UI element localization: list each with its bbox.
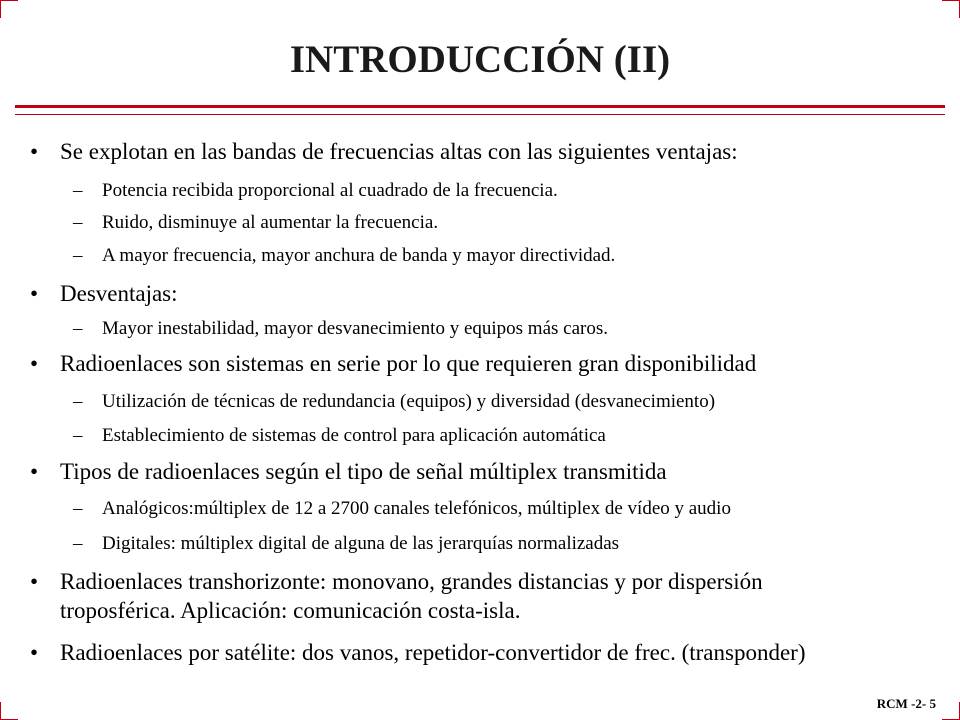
sub-bullet-text: A mayor frecuencia, mayor anchura de banda y mayor directividad. bbox=[102, 245, 616, 266]
bullet-symbol: • bbox=[30, 459, 39, 484]
bullet-text-line2: troposférica. Aplicación: comunicación costa-isla. bbox=[60, 598, 521, 623]
bullet-text: Radioenlaces son sistemas en serie por lo que requieren gran disponibilidad bbox=[60, 351, 757, 376]
bullet-symbol: • bbox=[30, 569, 39, 594]
bullet-text: Radioenlaces transhorizonte: monovano, grandes distancias y por dispersión bbox=[60, 569, 763, 594]
sub-bullet-text: Digitales: múltiplex digital de alguna de las jerarquías normalizadas bbox=[102, 533, 620, 554]
bullet-text: Desventajas: bbox=[60, 281, 178, 306]
dash-symbol: – bbox=[73, 425, 83, 446]
sub-bullet-text: Mayor inestabilidad, mayor desvanecimiento y equipos más caros. bbox=[102, 318, 609, 339]
dash-symbol: – bbox=[73, 212, 83, 233]
frame-corner-tr-h bbox=[942, 0, 960, 1]
slide-title: INTRODUCCIÓN (II) bbox=[289, 38, 671, 81]
dash-symbol: – bbox=[73, 498, 83, 519]
title-rule-thin bbox=[15, 114, 945, 115]
bullet-symbol: • bbox=[30, 640, 39, 665]
sub-bullet-text: Ruido, disminuye al aumentar la frecuencia. bbox=[102, 212, 439, 233]
sub-bullet-text: Utilización de técnicas de redundancia (equipos) y diversidad (desvanecimiento) bbox=[102, 391, 716, 412]
frame-corner-tl-v bbox=[0, 0, 1, 18]
dash-symbol: – bbox=[73, 180, 83, 201]
sub-bullet-text: Establecimiento de sistemas de control para aplicación automática bbox=[102, 425, 606, 446]
dash-symbol: – bbox=[73, 391, 83, 412]
bullet-text: Se explotan en las bandas de frecuencias altas con las siguientes ventajas: bbox=[60, 139, 738, 164]
dash-symbol: – bbox=[73, 318, 83, 339]
title-rule-thick bbox=[15, 105, 945, 108]
sub-bullet-text: Analógicos:múltiplex de 12 a 2700 canales telefónicos, múltiplex de vídeo y audio bbox=[102, 498, 731, 519]
slide-footer: RCM -2- 5 bbox=[876, 696, 936, 711]
frame-corner-tl-h bbox=[0, 0, 18, 1]
dash-symbol: – bbox=[73, 245, 83, 266]
bullet-symbol: • bbox=[30, 139, 39, 164]
dash-symbol: – bbox=[73, 533, 83, 554]
frame-corner-bl-v bbox=[0, 702, 1, 720]
bullet-text: Tipos de radioenlaces según el tipo de señal múltiplex transmitida bbox=[60, 459, 667, 484]
bullet-text: Radioenlaces por satélite: dos vanos, repetidor-convertidor de frec. (transponder) bbox=[60, 640, 806, 665]
bullet-symbol: • bbox=[30, 351, 39, 376]
sub-bullet-text: Potencia recibida proporcional al cuadrado de la frecuencia. bbox=[102, 180, 558, 201]
bullet-symbol: • bbox=[30, 281, 39, 306]
